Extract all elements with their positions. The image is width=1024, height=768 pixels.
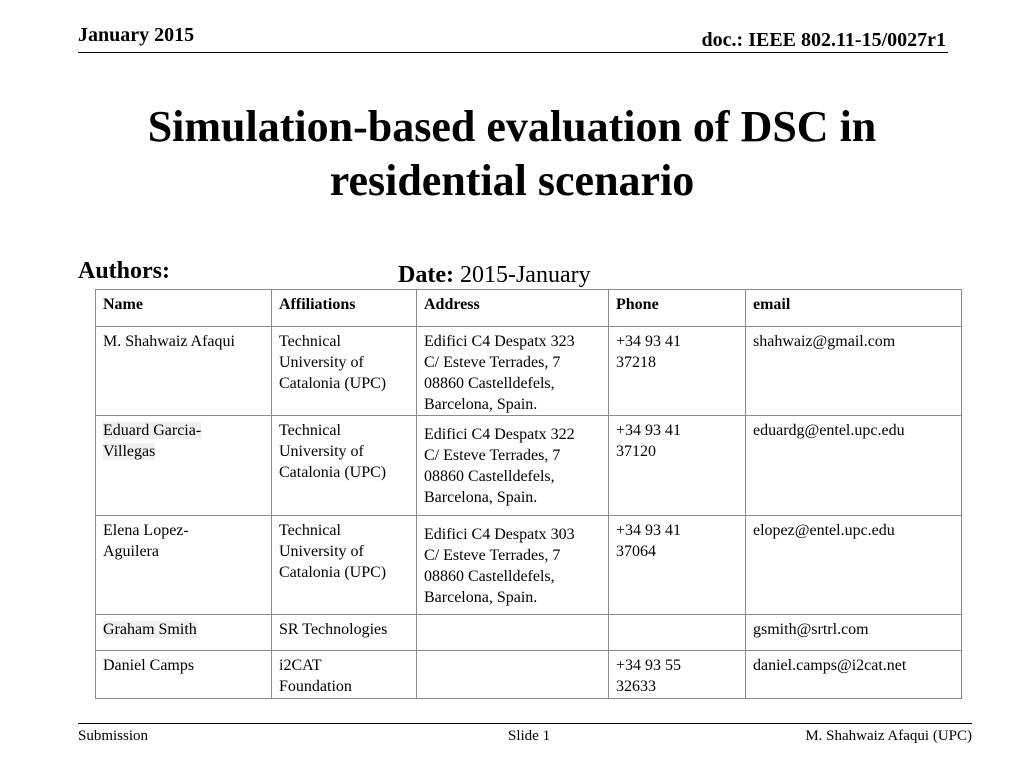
title-line-2: residential scenario — [329, 156, 695, 205]
cell-email: daniel.camps@i2cat.net — [746, 651, 962, 699]
cell-phone: +34 93 41 37120 — [609, 416, 746, 516]
column-header-affiliations: Affiliations — [272, 290, 417, 327]
date-value: 2015-January — [459, 262, 591, 288]
highlighted-name: Graham Smith — [103, 621, 197, 638]
cell-address: Edifici C4 Despatx 303 C/ Esteve Terrades, 7 08860 Castelldefels, Barcelona, Spain. — [417, 516, 609, 615]
authors-table — [95, 289, 962, 699]
highlighted-name: Eduard Garcia- Villegas — [103, 422, 202, 460]
footer-rule — [78, 723, 972, 724]
cell-phone: +34 93 55 32633 — [609, 651, 746, 699]
cell-name — [96, 615, 272, 651]
date-label: Date: — [398, 262, 454, 288]
cell-email: elopez@entel.upc.edu — [746, 516, 962, 615]
header-date: January 2015 — [78, 24, 195, 46]
cell-email: gsmith@srtrl.com — [746, 615, 962, 651]
cell-affiliation: Technical University of Catalonia (UPC) — [272, 516, 417, 615]
cell-name: M. Shahwaiz Afaqui — [96, 327, 272, 416]
footer-author: M. Shahwaiz Afaqui (UPC) — [805, 728, 972, 744]
cell-address — [417, 651, 609, 699]
table-row — [96, 416, 962, 516]
table-row — [96, 651, 962, 699]
table-header-row — [96, 290, 962, 327]
cell-affiliation: SR Technologies — [272, 615, 417, 651]
table-row — [96, 516, 962, 615]
cell-name — [96, 416, 272, 516]
date-line — [398, 262, 591, 289]
column-header-phone: Phone — [609, 290, 746, 327]
title-line-1: Simulation-based evaluation of DSC in — [147, 102, 877, 151]
footer-slide-number: Slide 1 — [508, 728, 551, 744]
table-row — [96, 327, 962, 416]
footer-submission: Submission — [78, 728, 149, 744]
column-header-name: Name — [96, 290, 272, 327]
header-doc-id: doc.: IEEE 802.11-15/0027r1 — [701, 29, 946, 51]
authors-label: Authors: — [78, 258, 171, 284]
cell-address: Edifici C4 Despatx 323 C/ Esteve Terrades, 7 08860 Castelldefels, Barcelona, Spain. — [417, 327, 609, 416]
cell-phone — [609, 615, 746, 651]
cell-email: shahwaiz@gmail.com — [746, 327, 962, 416]
cell-email: eduardg@entel.upc.edu — [746, 416, 962, 516]
header-rule — [78, 52, 948, 53]
cell-phone: +34 93 41 37064 — [609, 516, 746, 615]
column-header-address: Address — [417, 290, 609, 327]
cell-affiliation: Technical University of Catalonia (UPC) — [272, 416, 417, 516]
cell-phone: +34 93 41 37218 — [609, 327, 746, 416]
cell-affiliation: i2CAT Foundation — [272, 651, 417, 699]
cell-name: Daniel Camps — [96, 651, 272, 699]
cell-address: Edifici C4 Despatx 322 C/ Esteve Terrades, 7 08860 Castelldefels, Barcelona, Spain. — [417, 416, 609, 516]
cell-name: Elena Lopez- Aguilera — [96, 516, 272, 615]
slide-title — [0, 100, 1024, 208]
column-header-email: email — [746, 290, 962, 327]
cell-affiliation: Technical University of Catalonia (UPC) — [272, 327, 417, 416]
table-row — [96, 615, 962, 651]
cell-address — [417, 615, 609, 651]
